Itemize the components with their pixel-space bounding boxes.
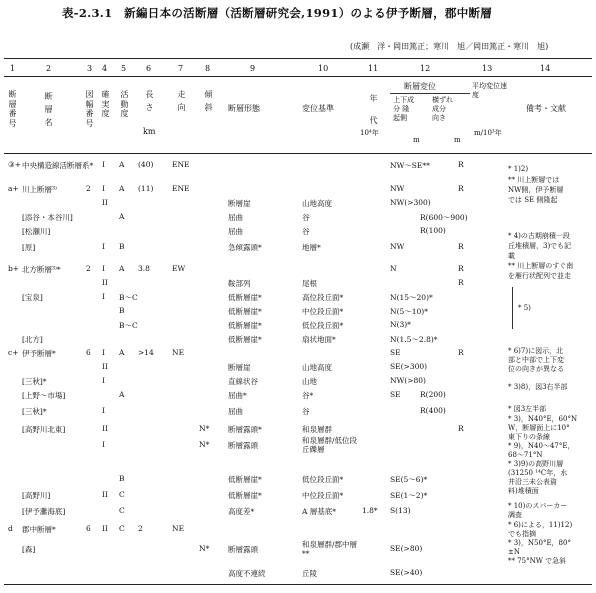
cell-c4: I [102, 406, 105, 415]
cell-c2: [添谷・本谷川] [22, 213, 73, 222]
cell-c5: A [119, 160, 125, 169]
col-number: 6 [146, 64, 152, 73]
cell-c12a: N(3)* [390, 320, 411, 329]
cell-c3: 6 [86, 524, 91, 533]
bottom-rule [4, 584, 592, 585]
cell-c2: [三秋]* [22, 377, 47, 386]
header-strike: 走向 [177, 90, 186, 112]
cell-c2: [北方] [22, 335, 43, 344]
table-row [0, 306, 596, 320]
remark-line: * 3)9)の高野川層 [508, 460, 564, 468]
remark-line: * 4)の古期崩積一段 [508, 232, 570, 240]
cell-c10: 高位段丘面* [302, 293, 344, 302]
cell-c4: I [102, 184, 105, 193]
table-row [0, 424, 596, 438]
cell-c12a: S(13) [390, 506, 411, 515]
cell-c9: 低断層崖* [228, 475, 262, 484]
cell-c4: I [102, 292, 105, 301]
cell-c7: NE [172, 524, 185, 533]
table-row [0, 292, 596, 306]
cell-c5: C [119, 524, 125, 533]
table-row [0, 212, 596, 226]
top-rule [4, 58, 592, 59]
remarks-bracket [512, 287, 513, 329]
table-row [0, 264, 596, 278]
remark-line: * 3)，N50°E，80° [508, 539, 571, 547]
cell-c5: B～C [119, 321, 138, 330]
cell-c4: II [102, 524, 108, 533]
remark-line: 東下りの条線 [508, 433, 550, 441]
cell-c10: 和泉層群/低位段丘礫層 [302, 436, 358, 454]
remark-line: 丘堆積層，3)でも記 [508, 242, 572, 250]
cell-c12b: R(600～900) [420, 213, 468, 222]
cell-c5: C [119, 506, 125, 515]
cell-c12a: N(1.5～2.8)* [390, 335, 438, 344]
cell-c6: (40) [138, 160, 154, 169]
cell-c5: A [119, 184, 125, 193]
cell-c12a: NW(>300) [390, 198, 431, 207]
table-row [0, 490, 596, 504]
header-fault-name: 断層名 [44, 92, 53, 127]
cell-c2: [松瀬川] [22, 227, 51, 236]
header-dip: 傾斜 [204, 90, 213, 112]
cell-c4: I [102, 440, 105, 449]
table-row [0, 226, 596, 240]
header-rule-2 [4, 153, 592, 154]
cell-c10: 扇状地面* [302, 335, 336, 344]
header-age: 年代 [369, 94, 378, 125]
header-length: 長さ [145, 90, 154, 112]
cell-c10: 丘陵 [302, 569, 317, 578]
col-number: 14 [540, 64, 551, 73]
header-fault-form: 断層形態 [228, 104, 260, 113]
cell-c4: I [102, 376, 105, 385]
cell-c4: II [102, 362, 108, 371]
cell-c10: 和泉層群/郡中層** [302, 540, 358, 558]
remark-line: 位の向きが異なる [508, 365, 564, 373]
col-number: 8 [205, 64, 211, 73]
cell-c9: 急傾露頭* [228, 243, 262, 252]
remark-line: 調査 [508, 511, 522, 519]
cell-c12a: NW [390, 184, 405, 193]
cell-c9: 屈曲 [228, 227, 243, 236]
cell-c6: 2 [138, 524, 143, 533]
cell-c1: ③+ [8, 160, 22, 169]
cell-c3: 6 [86, 348, 91, 357]
table-row [0, 184, 596, 198]
col-number: 10 [318, 64, 329, 73]
header-certainty: 確実度 [101, 90, 110, 118]
cell-c5: C [119, 490, 125, 499]
cell-c9: 高度差* [228, 507, 255, 516]
authors-line: (成瀬 洋・岡田篤正；寒川 旭／岡田篤正・寒川 旭) [350, 42, 549, 51]
table-row [0, 320, 596, 334]
col-number: 11 [368, 64, 379, 73]
cell-c10: 低位段丘面* [302, 321, 344, 330]
header-length-unit: km [143, 127, 156, 136]
cell-c1: c+ [8, 348, 19, 357]
cell-c8: N* [199, 424, 210, 433]
cell-c12b: R [458, 242, 464, 251]
cell-c2: [高野川北東] [22, 425, 66, 434]
remark-line: * 1)2) [508, 165, 529, 173]
remark-line: ±N [508, 548, 520, 556]
cell-c5: A [119, 348, 125, 357]
header-map-number: 図幅番号 [85, 90, 94, 128]
cell-c9: 断層露頭 [228, 441, 258, 450]
cell-c2: [原] [22, 243, 36, 252]
cell-c9: 直線状谷 [228, 377, 258, 386]
table-row [0, 474, 596, 488]
header-vertical-unit: m [413, 136, 420, 144]
cell-c7: NE [172, 348, 185, 357]
remark-line: 部と中部で上下変 [508, 356, 564, 364]
cell-c12b: R [458, 264, 464, 273]
header-strike-slip-unit: m [454, 136, 461, 144]
cell-c12b: R [458, 278, 464, 287]
cell-c12a: SE(>40) [390, 568, 423, 577]
remark-line: * 9)，N40～47°E， [508, 442, 575, 450]
col-number: 5 [121, 64, 127, 73]
table-row [0, 362, 596, 376]
cell-c9: 高度不連続 [228, 569, 266, 578]
cell-c5: A [119, 212, 125, 221]
table-row [0, 160, 596, 174]
table-row [0, 348, 596, 362]
table-row [0, 568, 596, 582]
cell-c12a: SE(5～6)* [390, 475, 428, 484]
cell-c7: EW [172, 264, 186, 273]
cell-c2: [三秋]* [22, 407, 47, 416]
cell-c4: I [102, 160, 105, 169]
cell-c12b: R [458, 184, 464, 193]
cell-c9: 低断層崖* [228, 491, 262, 500]
col-number: 1 [10, 64, 16, 73]
cell-c12a: SE [390, 348, 401, 357]
cell-c2: 川上断層³⁾ [22, 185, 57, 194]
header-average-slip-rate: 平均変位速度 [472, 82, 507, 99]
remark-line: * 5) [518, 304, 531, 312]
cell-c12b: R(400) [420, 406, 446, 415]
remark-line: ** 75°NW で急斜 [508, 557, 567, 565]
remark-line: * 10)のスパーカー [508, 502, 568, 510]
header-fault-number: 断層番号 [8, 90, 17, 128]
cell-c12b: R [458, 160, 464, 169]
cell-c2: [高野川] [22, 491, 51, 500]
cell-c9: 低断層崖* [228, 307, 262, 316]
cell-c1: d [8, 524, 13, 533]
cell-c5: B [119, 474, 125, 483]
table-row [0, 376, 596, 390]
cell-c3: 2 [86, 184, 91, 193]
cell-c10: 山地高度 [302, 363, 332, 372]
remark-line: 載 [508, 252, 515, 260]
cell-c9: 屈曲* [228, 391, 247, 400]
cell-c9: 断層露頭 [228, 545, 258, 554]
table-row [0, 524, 596, 538]
header-displacement-reference: 変位基準 [302, 104, 334, 113]
col-number: 3 [87, 64, 93, 73]
col-number: 9 [250, 64, 256, 73]
remark-line: ** 川上断層では [508, 176, 560, 184]
cell-c8: N* [199, 544, 210, 553]
cell-c9: 低断層崖* [228, 335, 262, 344]
remark-line: W，断層面上に10° [508, 424, 570, 432]
cell-c9: 屈曲 [228, 213, 243, 222]
cell-c12a: SE [390, 390, 401, 399]
remark-line: * 6)7)に図示，北 [508, 347, 564, 355]
cell-c12a: NW～SE** [390, 161, 430, 170]
cell-c10: 和泉層群 [302, 425, 332, 434]
header-activity: 活動度 [120, 90, 129, 118]
col-number: 4 [102, 64, 108, 73]
cell-c10: 中位段丘面* [302, 491, 344, 500]
cell-c12b: R [458, 348, 464, 357]
remark-line: 井沿三未公表資 [508, 478, 557, 486]
cell-c5: B [119, 242, 125, 251]
cell-c2: 中央構造線活断層系* [22, 161, 94, 170]
cell-c7: ENE [172, 184, 190, 193]
table-row [0, 506, 596, 520]
header-remarks: 備考・文献 [526, 104, 566, 113]
cell-c10: 谷 [302, 227, 310, 236]
cell-c12a: SE(>300) [390, 362, 428, 371]
cell-c6: 3.8 [138, 264, 150, 273]
cell-c12a: N [390, 264, 397, 273]
header-strike-slip-component: 横ずれ成分 向き [432, 96, 453, 122]
table-row [0, 390, 596, 404]
cell-c4: II [102, 278, 108, 287]
cell-c5: A [119, 264, 125, 273]
remark-line: でも指摘 [508, 530, 536, 538]
remark-line: NW側，伊予断層 [508, 186, 564, 194]
cell-c2: [森] [22, 545, 36, 554]
table-title: 表-2.3.1 新編日本の活断層（活断層研究会,1991）のよる伊予断層，郡中断層 [62, 6, 493, 20]
remark-line: * 3)8)，図3右半部 [508, 383, 568, 391]
table-row [0, 406, 596, 420]
col-number: 2 [46, 64, 52, 73]
remark-line: * 図3左半部 [508, 405, 547, 413]
remark-line: 68～71°N [508, 451, 543, 459]
cell-c5: B [119, 306, 125, 315]
cell-c4: II [102, 424, 108, 433]
col-number: 12 [420, 64, 431, 73]
cell-c10: 谷* [302, 391, 314, 400]
cell-c12a: NW(>80) [390, 376, 426, 385]
cell-c9: 断層崖 [228, 363, 251, 372]
table-row [0, 278, 596, 292]
cell-c2: 郡中断層* [22, 525, 56, 534]
cell-c10: 尾根 [302, 279, 317, 288]
cell-c12a: SE(>80) [390, 544, 423, 553]
cell-c9: 低断層崖* [228, 293, 262, 302]
col-number: 7 [178, 64, 184, 73]
cell-c3: 2 [86, 264, 91, 273]
remark-line: * 6)による，11)12) [508, 521, 573, 529]
cell-c6: (11) [138, 184, 154, 193]
cell-c7: ENE [172, 160, 190, 169]
table-row [0, 242, 596, 256]
cell-c2: [伊予灘海底] [22, 507, 66, 516]
remark-line: を雁行状配列で並走 [508, 272, 571, 280]
cell-c10: 地層* [302, 243, 321, 252]
remark-line: では SE 側隆起 [508, 196, 558, 204]
cell-c9: 断層崖 [228, 199, 251, 208]
cell-c1: b+ [8, 264, 20, 273]
remark-line: 料)堆積面 [508, 487, 539, 495]
cell-c12a: N(15～20)* [390, 293, 433, 302]
table-row [0, 198, 596, 212]
header-vertical-component: 上下成分 隆起側 [393, 96, 414, 122]
cell-c4: I [102, 348, 105, 357]
cell-c4: II [102, 490, 108, 499]
header-fault-displacement: 断層変位 [404, 82, 436, 91]
cell-c10: 中位段丘面* [302, 307, 344, 316]
cell-c4: I [102, 242, 105, 251]
cell-c12b: R(100) [420, 226, 446, 235]
remark-line: ** 川上断層のすぐ南 [508, 262, 574, 270]
cell-c2: [宝泉] [22, 293, 43, 302]
cell-c9: 断層露頭* [228, 425, 262, 434]
cell-c10: 山地 [302, 377, 317, 386]
cell-c9: 鞍部列 [228, 279, 251, 288]
col-number: 13 [482, 64, 493, 73]
cell-c11: 1.8* [362, 506, 378, 515]
cell-c9: 低断層崖* [228, 321, 262, 330]
cell-c12b: R [458, 424, 464, 433]
cell-c8: N* [199, 440, 210, 449]
cell-c12a: SE(1～2)* [390, 491, 428, 500]
header-age-unit: 10⁴年 [360, 129, 379, 137]
displacement-subrule [390, 93, 470, 94]
cell-c5: A [119, 390, 125, 399]
cell-c4: II [102, 198, 108, 207]
cell-c12a: N(5～10)* [390, 307, 428, 316]
header-rule-1 [4, 76, 592, 77]
cell-c5: B～C [119, 293, 138, 302]
header-slip-rate-unit: m/10³年 [474, 129, 502, 137]
cell-c10: 谷 [302, 213, 310, 222]
cell-c12a: NW [390, 242, 405, 251]
remark-line: (31250 ¹⁴C年，水 [508, 469, 568, 477]
cell-c4: I [102, 264, 105, 273]
cell-c2: 北方断層³⁾* [22, 265, 61, 274]
table-row [0, 334, 596, 348]
cell-c10: 谷 [302, 407, 310, 416]
cell-c10: A 層基底* [302, 507, 337, 516]
cell-c10: 低位段丘面* [302, 475, 344, 484]
cell-c12b: R(200) [420, 390, 446, 399]
cell-c10: 山地高度 [302, 199, 332, 208]
remark-line: * 3)，N40°E，60°N [508, 415, 578, 423]
cell-c6: >14 [138, 348, 154, 357]
cell-c2: 伊予断層* [22, 349, 56, 358]
cell-c1: a+ [8, 184, 19, 193]
cell-c2: [上野～市場] [22, 391, 66, 400]
cell-c9: 屈曲 [228, 407, 243, 416]
